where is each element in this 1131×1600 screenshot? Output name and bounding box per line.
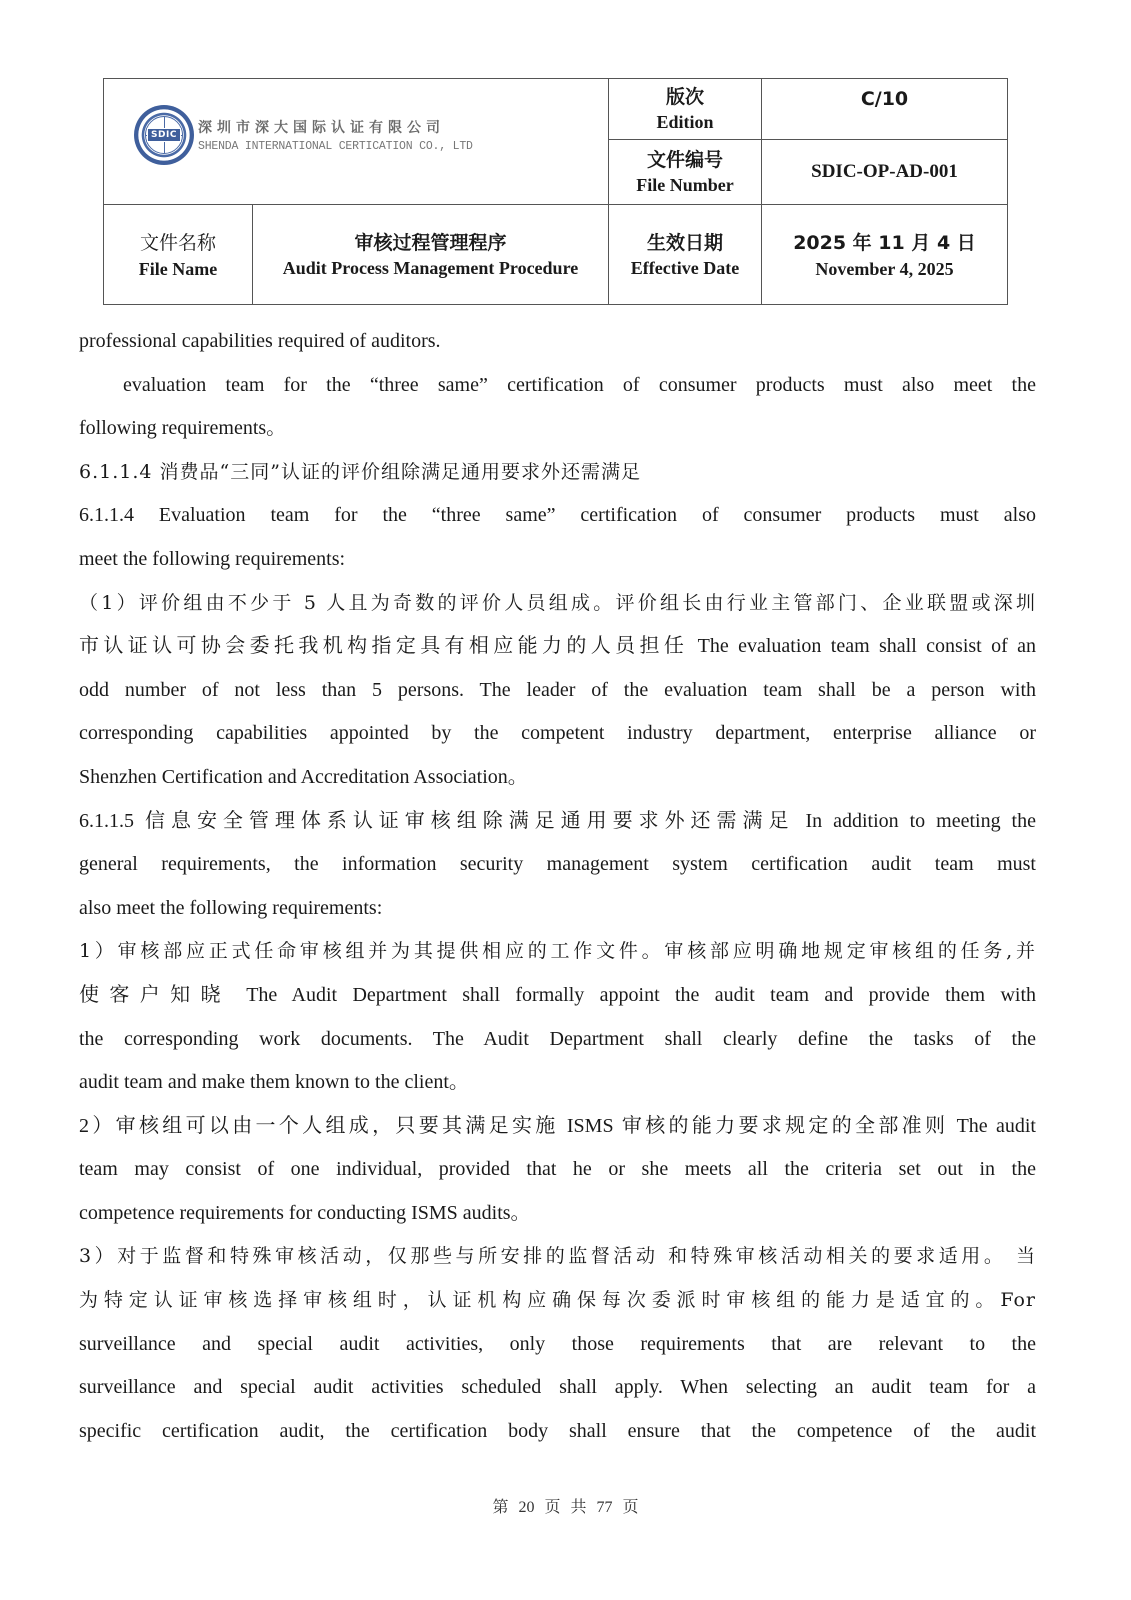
body-line: 市认证认可协会委托我机构指定具有相应能力的人员担任 The evaluation team shall consist of an — [79, 635, 1036, 658]
body-line: the corresponding work documents. The Audit Department shall clearly define the tasks of the — [79, 1027, 1036, 1050]
file-name-label-cell — [104, 205, 253, 305]
file-number-label-en: File Number — [636, 175, 734, 195]
edition-label-en: Edition — [656, 112, 714, 132]
body-line: professional capabilities required of auditors. — [79, 330, 441, 352]
logo-badge-text: SDIC — [147, 128, 181, 142]
company-logo-cell — [104, 79, 609, 205]
body-line: 3）对于监督和特殊审核活动，仅那些与所安排的监督活动 和特殊审核活动相关的要求适用。 当 — [79, 1245, 1036, 1268]
company-logo — [134, 105, 473, 165]
edition-value: C/10 — [860, 88, 909, 110]
section-heading-6-1-1-5: 6.1.1.5 信息安全管理体系认证审核组除满足通用要求外还需满足 In addition to meeting the — [79, 809, 1036, 832]
section-heading-6-1-1-4-en: 6.1.1.4 Evaluation team for the “three same” certification of consumer products must also — [79, 504, 1036, 527]
body-line: following requirements。 — [79, 417, 287, 440]
file-name-value-cn: 审核过程管理程序 — [354, 231, 507, 254]
document-header-table — [103, 78, 1008, 305]
file-name-value-cell — [253, 205, 609, 305]
body-line: 为特定认证审核选择审核组时，认证机构应确保每次委派时审核组的能力是适宜的。For — [79, 1289, 1036, 1312]
body-line: specific certification audit, the certification body shall ensure that the competence of the audit — [79, 1419, 1036, 1442]
effective-date-label-cn: 生效日期 — [646, 231, 723, 254]
body-line: （1）评价组由不少于 5 人且为奇数的评价人员组成。评价组长由行业主管部门、企业联盟或深圳 — [79, 591, 1036, 614]
effective-date-value-cn: 2025 年 11 月 4 日 — [793, 231, 976, 254]
body-line: 1）审核部应正式任命审核组并为其提供相应的工作文件。审核部应明确地规定审核组的任务,并 — [79, 940, 1036, 963]
body-line: odd number of not less than 5 persons. The leader of the evaluation team shall be a person with — [79, 678, 1036, 701]
body-line: competence requirements for conducting ISMS audits。 — [79, 1201, 531, 1224]
document-body — [79, 320, 1036, 1453]
file-name-label-en: File Name — [138, 258, 218, 279]
file-number-value: SDIC-OP-AD-001 — [811, 161, 958, 182]
file-name-value-en: Audit Process Management Procedure — [282, 257, 579, 278]
company-name-cn: 深圳市深大国际认证有限公司 — [198, 120, 445, 136]
body-line: also meet the following requirements: — [79, 896, 383, 919]
body-line: 2）审核组可以由一个人组成，只要其满足实施 ISMS 审核的能力要求规定的全部准则 The audit — [79, 1114, 1036, 1137]
file-number-label-cell — [609, 140, 762, 205]
body-line: 使客户知晓 The Audit Department shall formally appoint the audit team and provide them with — [79, 983, 1036, 1006]
body-line: corresponding capabilities appointed by the competent industry department, enterprise alliance or — [79, 722, 1036, 745]
body-line: evaluation team for the “three same” certification of consumer products must also meet the — [123, 373, 1036, 396]
effective-date-label-cell — [609, 205, 762, 305]
effective-date-label-en: Effective Date — [630, 257, 740, 278]
edition-value-cell — [762, 79, 1008, 140]
file-name-label-cn: 文件名称 — [139, 231, 216, 254]
body-line: surveillance and special audit activities scheduled shall apply. When selecting an audit team for a — [79, 1376, 1036, 1399]
body-line: meet the following requirements: — [79, 547, 346, 570]
sdic-logo-icon — [134, 105, 194, 165]
page-number-footer: 第 20 页 共 77 页 — [492, 1499, 639, 1516]
body-line: Shenzhen Certification and Accreditation Association。 — [79, 765, 528, 788]
body-line: audit team and make them known to the client。 — [79, 1071, 469, 1094]
file-number-label-cn: 文件编号 — [646, 149, 723, 171]
body-line: general requirements, the information security management system certification audit team must — [79, 853, 1036, 876]
effective-date-value-cell — [762, 205, 1008, 305]
effective-date-value-en: November 4, 2025 — [815, 258, 954, 279]
section-heading-6-1-1-4-cn: 6.1.1.4 消费品“三同”认证的评价组除满足通用要求外还需满足 — [79, 460, 641, 483]
body-line: team may consist of one individual, provided that he or she meets all the criteria set out in the — [79, 1158, 1036, 1181]
body-line: surveillance and special audit activities, only those requirements that are relevant to the — [79, 1332, 1036, 1355]
company-name-en: SHENDA INTERNATIONAL CERTICATION CO., LTD — [198, 140, 473, 153]
edition-label-cn: 版次 — [665, 86, 704, 108]
edition-label-cell — [609, 79, 762, 140]
file-number-value-cell — [762, 140, 1008, 205]
